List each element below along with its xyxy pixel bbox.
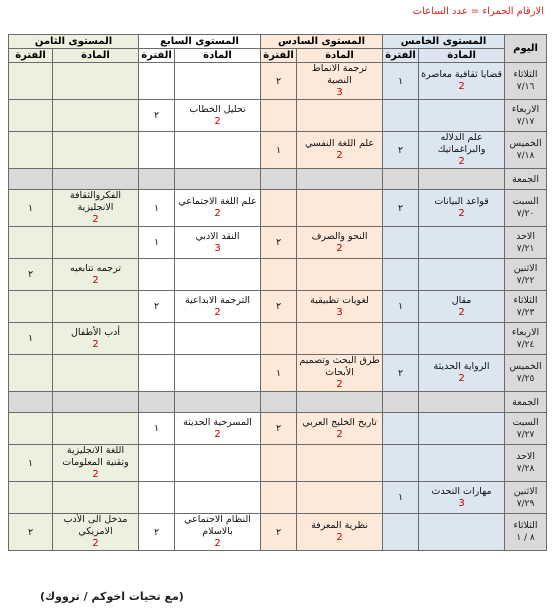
subject-name: ترجمه تتابعيه: [70, 262, 121, 274]
hours-value: 2: [214, 538, 221, 549]
period-cell: ٢: [261, 227, 297, 259]
subject-cell: [297, 355, 383, 392]
subject-cell: [175, 482, 261, 514]
subject-cell: [53, 100, 139, 132]
period-cell: [9, 482, 53, 514]
separator-cell: [139, 169, 175, 190]
subject-name: تاريخ الخليج العربي: [302, 416, 377, 428]
separator-day: الجمعة: [505, 392, 547, 413]
subject-name: أدب الأطفال: [70, 326, 121, 338]
period-cell: [9, 63, 53, 100]
subject-name: تحليل الخطاب: [189, 103, 246, 115]
subject-name: النحو والصرف: [311, 230, 368, 242]
subject-cell: [419, 413, 505, 445]
day-cell: [505, 413, 547, 445]
day-name: الخميس: [509, 361, 542, 372]
subject-cell: [297, 132, 383, 169]
day-name: الثلاثاء: [513, 520, 538, 531]
subject-cell: [297, 291, 383, 323]
subject-header: المادة: [297, 49, 383, 63]
day-cell: [505, 63, 547, 100]
separator-cell: [175, 169, 261, 190]
period-cell: [261, 190, 297, 227]
schedule-row: [9, 482, 547, 514]
hours-value: 3: [214, 242, 221, 254]
day-cell: [505, 323, 547, 355]
day-date: ٧/٢٩: [516, 498, 535, 509]
day-name: الثلاثاء: [513, 69, 538, 80]
hours-value: 2: [336, 428, 343, 440]
subject-name: الرواية الحديثة: [433, 361, 490, 372]
hours-value: 2: [214, 428, 221, 440]
subject-name: مهارات التحدث: [431, 485, 492, 497]
separator-cell: [261, 392, 297, 413]
hours-value: 2: [336, 242, 343, 254]
day-date: ٧/١٨: [516, 151, 535, 161]
period-cell: [383, 413, 419, 445]
hours-value: 2: [336, 379, 343, 390]
period-cell: [383, 227, 419, 259]
period-cell: ٢: [383, 132, 419, 169]
subject-name: لغويات تطبيقية: [310, 294, 369, 306]
subject-cell: [175, 514, 261, 551]
schedule-row: [9, 355, 547, 392]
subject-cell: [419, 259, 505, 291]
separator-cell: [53, 392, 139, 413]
separator-day: الجمعة: [505, 169, 547, 190]
separator-cell: [419, 392, 505, 413]
subject-cell: [53, 355, 139, 392]
level-5-header: المستوى الخامس: [383, 35, 505, 49]
day-date: ٧/٢٢: [516, 275, 535, 286]
period-header: الفترة: [383, 49, 419, 63]
period-cell: [139, 323, 175, 355]
period-cell: ١: [9, 323, 53, 355]
friday-separator-row: [9, 169, 547, 190]
period-cell: ١: [383, 482, 419, 514]
schedule-body: [9, 63, 547, 551]
subject-cell: [53, 514, 139, 551]
separator-cell: [297, 169, 383, 190]
subject-cell: [297, 227, 383, 259]
subject-cell: [53, 190, 139, 227]
period-cell: ١: [9, 445, 53, 482]
hours-value: 2: [214, 115, 221, 127]
period-cell: ٢: [261, 63, 297, 100]
subject-name: قضايا ثقافية معاصرة: [421, 69, 503, 80]
period-cell: [383, 445, 419, 482]
schedule-row: [9, 100, 547, 132]
hours-value: 2: [92, 274, 99, 286]
subject-header: المادة: [53, 49, 139, 63]
hours-value: 2: [92, 469, 99, 480]
hours-value: 3: [458, 497, 465, 509]
separator-cell: [139, 392, 175, 413]
period-cell: ١: [383, 63, 419, 100]
subject-cell: [175, 132, 261, 169]
period-cell: [261, 259, 297, 291]
subject-name: الفكروالثقافة الانجليزية: [69, 190, 122, 213]
subject-cell: [297, 445, 383, 482]
schedule-row: [9, 132, 547, 169]
day-name: الاحد: [516, 451, 535, 462]
hours-value: 2: [458, 156, 465, 167]
subject-cell: [297, 323, 383, 355]
separator-cell: [383, 169, 419, 190]
period-header: الفترة: [139, 49, 175, 63]
separator-cell: [261, 169, 297, 190]
subject-name: نظرية المعرفة: [311, 520, 368, 531]
period-cell: ٢: [139, 100, 175, 132]
subject-name: علم اللغة النفسي: [304, 138, 375, 149]
subject-cell: [53, 227, 139, 259]
period-cell: [261, 445, 297, 482]
hours-value: 2: [92, 538, 99, 549]
schedule-row: [9, 190, 547, 227]
separator-cell: [9, 169, 53, 190]
subject-cell: [297, 190, 383, 227]
subject-cell: [419, 100, 505, 132]
subject-cell: [53, 323, 139, 355]
subject-cell: [175, 323, 261, 355]
subject-header: المادة: [419, 49, 505, 63]
subject-name: علم الدلاله والبراغماتيك: [437, 132, 486, 155]
subject-name: مدخل الى الأدب الامريكي: [63, 514, 128, 537]
subject-name: اللغة الانجليزية وتقنية المعلومات: [62, 445, 129, 468]
day-date: ٧/١٦: [516, 82, 535, 92]
subject-cell: [297, 514, 383, 551]
subject-cell: [419, 63, 505, 100]
period-cell: [9, 291, 53, 323]
schedule-row: [9, 259, 547, 291]
separator-cell: [53, 169, 139, 190]
period-cell: [139, 63, 175, 100]
period-cell: [383, 259, 419, 291]
period-cell: ١: [383, 291, 419, 323]
period-cell: ٢: [383, 355, 419, 392]
subject-cell: [175, 100, 261, 132]
hours-value: 2: [458, 208, 465, 219]
subject-cell: [419, 132, 505, 169]
subject-cell: [175, 63, 261, 100]
period-cell: ١: [261, 355, 297, 392]
day-date: ٧/٢٤: [516, 339, 535, 350]
day-name: الاربعاء: [511, 103, 540, 115]
subject-cell: [419, 514, 505, 551]
period-cell: ٢: [139, 291, 175, 323]
hours-value: 2: [214, 306, 221, 318]
day-date: ٧/٢١: [516, 243, 535, 254]
period-cell: ٢: [383, 190, 419, 227]
period-cell: [139, 132, 175, 169]
schedule-row: [9, 445, 547, 482]
subject-name: طرق البحث وتصميم الأبحاث: [299, 355, 380, 378]
separator-cell: [383, 392, 419, 413]
period-cell: [9, 100, 53, 132]
period-cell: [383, 100, 419, 132]
day-cell: [505, 227, 547, 259]
day-header: اليوم: [505, 35, 547, 63]
day-name: الاثنين: [513, 485, 538, 497]
subject-name: النقد الادبي: [195, 230, 240, 242]
schedule-row: [9, 227, 547, 259]
day-name: الاحد: [516, 230, 535, 242]
schedule-row: [9, 323, 547, 355]
subject-name: النظام الاجتماعي بالاسلام: [184, 514, 251, 537]
footer-credit: (مع تحيات اخوكم / ترووك): [40, 590, 184, 603]
day-date: ٧/١٧: [516, 116, 535, 127]
period-cell: [261, 482, 297, 514]
subject-cell: [175, 259, 261, 291]
hours-value: 2: [214, 208, 221, 219]
day-cell: [505, 355, 547, 392]
period-cell: [139, 482, 175, 514]
period-cell: [9, 413, 53, 445]
period-cell: [9, 355, 53, 392]
subject-name: علم اللغة الاجتماعي: [178, 196, 257, 207]
period-cell: [383, 323, 419, 355]
day-date: ٧/٢٣: [516, 307, 535, 318]
day-name: السبت: [512, 416, 539, 428]
day-cell: [505, 259, 547, 291]
period-cell: [261, 100, 297, 132]
day-cell: [505, 132, 547, 169]
subject-cell: [419, 323, 505, 355]
level-8-header: المستوى الثامن: [9, 35, 139, 49]
separator-cell: [175, 392, 261, 413]
day-name: الاربعاء: [511, 326, 540, 338]
period-cell: [9, 227, 53, 259]
hours-value: 2: [92, 338, 99, 350]
period-cell: ٢: [9, 259, 53, 291]
subject-cell: [297, 259, 383, 291]
day-cell: [505, 482, 547, 514]
period-cell: ١: [261, 132, 297, 169]
day-date: ٧/٢٧: [516, 429, 535, 440]
subject-cell: [297, 482, 383, 514]
subject-cell: [175, 291, 261, 323]
period-cell: [139, 355, 175, 392]
subject-cell: [297, 413, 383, 445]
subject-cell: [419, 445, 505, 482]
day-cell: [505, 514, 547, 551]
schedule-row: [9, 514, 547, 551]
period-cell: [383, 514, 419, 551]
subject-header: المادة: [175, 49, 261, 63]
period-cell: ١: [9, 190, 53, 227]
hours-value: 2: [458, 306, 465, 318]
subject-cell: [297, 63, 383, 100]
period-header: الفترة: [261, 49, 297, 63]
subject-cell: [53, 291, 139, 323]
subject-name: الترجمة الابداعية: [184, 294, 251, 306]
subject-cell: [419, 482, 505, 514]
period-cell: ٢: [139, 514, 175, 551]
exam-schedule-table: [8, 34, 547, 551]
day-name: الخميس: [509, 138, 542, 149]
period-cell: ٢: [261, 291, 297, 323]
subject-cell: [419, 355, 505, 392]
period-cell: ١: [139, 190, 175, 227]
day-date: ٨ / ١: [516, 533, 535, 543]
period-cell: ١: [139, 227, 175, 259]
separator-cell: [9, 392, 53, 413]
level-7-header: المستوى السابع: [139, 35, 261, 49]
schedule-row: [9, 291, 547, 323]
day-name: السبت: [512, 196, 539, 207]
period-cell: [9, 132, 53, 169]
subject-cell: [175, 355, 261, 392]
subject-cell: [175, 445, 261, 482]
hours-value: 2: [92, 214, 99, 225]
hours-value: 2: [336, 532, 343, 543]
friday-separator-row: [9, 392, 547, 413]
hours-value: 2: [458, 373, 465, 384]
day-date: ٧/٢٨: [516, 464, 535, 474]
period-cell: ٢: [261, 413, 297, 445]
subject-cell: [53, 63, 139, 100]
subject-cell: [175, 227, 261, 259]
period-header: الفترة: [9, 49, 53, 63]
period-cell: ١: [139, 413, 175, 445]
period-cell: [139, 259, 175, 291]
schedule-row: [9, 413, 547, 445]
subject-name: قواعد البيانات: [434, 196, 489, 207]
hours-value: 2: [458, 81, 465, 92]
day-date: ٧/٢٠: [516, 209, 535, 219]
period-cell: ٢: [9, 514, 53, 551]
subject-cell: [53, 482, 139, 514]
subject-name: ترجمة الانماط النصية: [311, 63, 368, 86]
subject-cell: [175, 413, 261, 445]
subject-cell: [53, 259, 139, 291]
day-name: الثلاثاء: [513, 294, 538, 306]
subject-cell: [297, 100, 383, 132]
hours-value: 3: [336, 87, 343, 98]
schedule-row: [9, 63, 547, 100]
day-cell: [505, 190, 547, 227]
separator-cell: [419, 169, 505, 190]
day-date: ٧/٢٥: [516, 374, 535, 384]
subject-cell: [53, 445, 139, 482]
day-name: الاثنين: [513, 262, 538, 274]
period-cell: [261, 323, 297, 355]
subject-cell: [53, 413, 139, 445]
separator-cell: [297, 392, 383, 413]
day-cell: [505, 291, 547, 323]
subject-name: مقال: [451, 294, 472, 306]
day-cell: [505, 445, 547, 482]
day-cell: [505, 100, 547, 132]
legend-note: الارقام الحمراء = عدد الساعات: [412, 6, 544, 17]
hours-value: 3: [336, 306, 343, 318]
subject-name: المسرحية الحديثة: [183, 416, 252, 428]
subject-cell: [419, 291, 505, 323]
subject-cell: [53, 132, 139, 169]
subject-cell: [419, 190, 505, 227]
period-cell: ٢: [261, 514, 297, 551]
subject-cell: [175, 190, 261, 227]
subject-cell: [419, 227, 505, 259]
period-cell: [139, 445, 175, 482]
hours-value: 2: [336, 150, 343, 161]
level-6-header: المستوى السادس: [261, 35, 383, 49]
